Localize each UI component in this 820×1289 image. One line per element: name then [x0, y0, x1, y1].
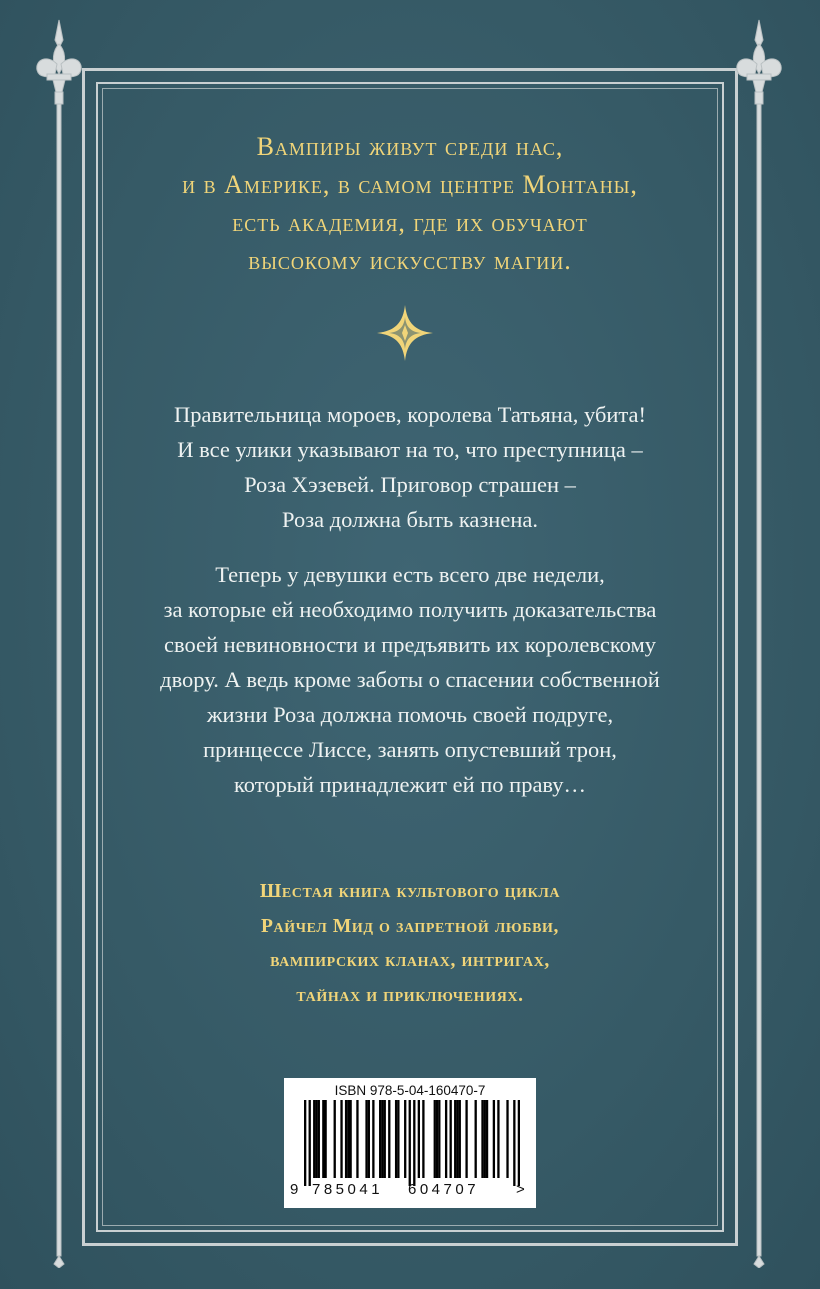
headline-block [120, 128, 700, 280]
barcode-bar [313, 1100, 315, 1178]
barcode-arrow: > [516, 1181, 529, 1198]
barcode-bar [418, 1100, 420, 1178]
barcode-bar [436, 1100, 438, 1178]
headline-line: высокому искусству магии. [248, 246, 572, 275]
barcode-bar [486, 1100, 488, 1178]
barcode-bar [475, 1100, 477, 1178]
barcode-bar [456, 1100, 458, 1178]
barcode-bar [388, 1100, 390, 1178]
right-fleur-de-lis-spear-icon [729, 18, 789, 1268]
synopsis-line: за которые ей необходимо получить доказательства [163, 597, 657, 622]
headline-line: и в Америке, в самом центре Монтаны, [182, 170, 638, 199]
barcode-bar [381, 1100, 383, 1178]
series-tagline [120, 875, 700, 1013]
synopsis-line: принцессе Лиссе, занять опустевший трон, [203, 737, 617, 762]
barcode-bar [395, 1100, 397, 1178]
tagline-line: вампирских кланах, интригах, [270, 950, 550, 971]
barcode-bar [497, 1100, 499, 1178]
barcode-bar [334, 1100, 336, 1178]
barcode-bar [379, 1100, 381, 1178]
barcode-bar [450, 1100, 452, 1178]
headline-line: есть академия, где их обучают [232, 208, 588, 237]
barcode-bar [481, 1100, 483, 1178]
isbn-barcode [284, 1078, 536, 1208]
barcode-bar [518, 1100, 520, 1186]
barcode-bar [322, 1100, 324, 1178]
barcode-bar [356, 1100, 358, 1178]
barcode-bar [513, 1100, 515, 1186]
barcode-bar [340, 1100, 342, 1178]
headline-line: Вампиры живут среди нас, [256, 132, 564, 161]
barcode-bar [493, 1100, 495, 1178]
synopsis-paragraph-2 [110, 557, 710, 802]
barcode-bar [434, 1100, 436, 1178]
barcode-bar [309, 1100, 311, 1186]
barcode-bar [318, 1100, 320, 1178]
barcode-bar [459, 1100, 461, 1178]
barcode-bar [304, 1100, 306, 1186]
isbn-label: ISBN 978-5-04-160470-7 [334, 1083, 486, 1098]
barcode-bar [438, 1100, 440, 1178]
barcode-bar [413, 1100, 415, 1186]
synopsis-line: который принадлежит ей по праву… [233, 772, 587, 797]
synopsis-line: двору. А ведь кроме заботы о спасении собственной [160, 667, 660, 692]
barcode-bar [422, 1100, 424, 1178]
synopsis-line: Теперь у девушки есть всего две недели, [215, 562, 605, 587]
barcode-group-1: 785041 [312, 1181, 384, 1198]
barcode-bar [484, 1100, 486, 1178]
synopsis-line: жизни Роза должна помочь своей подруге, [206, 702, 614, 727]
barcode-bar [397, 1100, 399, 1178]
barcode-bar [404, 1100, 406, 1178]
barcode-bar [445, 1100, 447, 1178]
barcode-bar [372, 1100, 374, 1178]
barcode-bar [365, 1100, 367, 1178]
tagline-line: тайнах и приключениях. [296, 984, 524, 1006]
barcode-bar [345, 1100, 347, 1178]
barcode-bar [384, 1100, 386, 1178]
left-fleur-de-lis-spear-icon [29, 18, 89, 1268]
barcode-group-2: 604707 [408, 1181, 480, 1198]
synopsis-paragraph-1 [110, 397, 710, 537]
barcode-bar [349, 1100, 351, 1178]
barcode-bar [465, 1100, 467, 1178]
barcode-bar [454, 1100, 456, 1178]
four-point-star-icon [375, 303, 435, 363]
synopsis-line: Роза должна быть казнена. [282, 507, 538, 532]
barcode-bar [347, 1100, 349, 1178]
barcode-bar [324, 1100, 326, 1178]
tagline-line: Шестая книга культового цикла [259, 881, 561, 902]
barcode-bars [304, 1100, 520, 1186]
barcode-lead-digit: 9 [290, 1181, 302, 1198]
synopsis-line: Правительница мороев, королева Татьяна, убита! [173, 402, 647, 427]
synopsis-line: И все улики указывают на то, что преступница – [177, 437, 643, 462]
barcode-bar [506, 1100, 508, 1178]
barcode-bar [315, 1100, 317, 1178]
synopsis-line: Роза Хэзевей. Приговор страшен – [244, 472, 576, 497]
synopsis-line: своей невиновности и предъявить их королевскому [164, 632, 656, 657]
tagline-line: Райчел Мид о запретной любви, [261, 915, 559, 937]
barcode-bar [409, 1100, 411, 1186]
barcode-bar [368, 1100, 370, 1178]
